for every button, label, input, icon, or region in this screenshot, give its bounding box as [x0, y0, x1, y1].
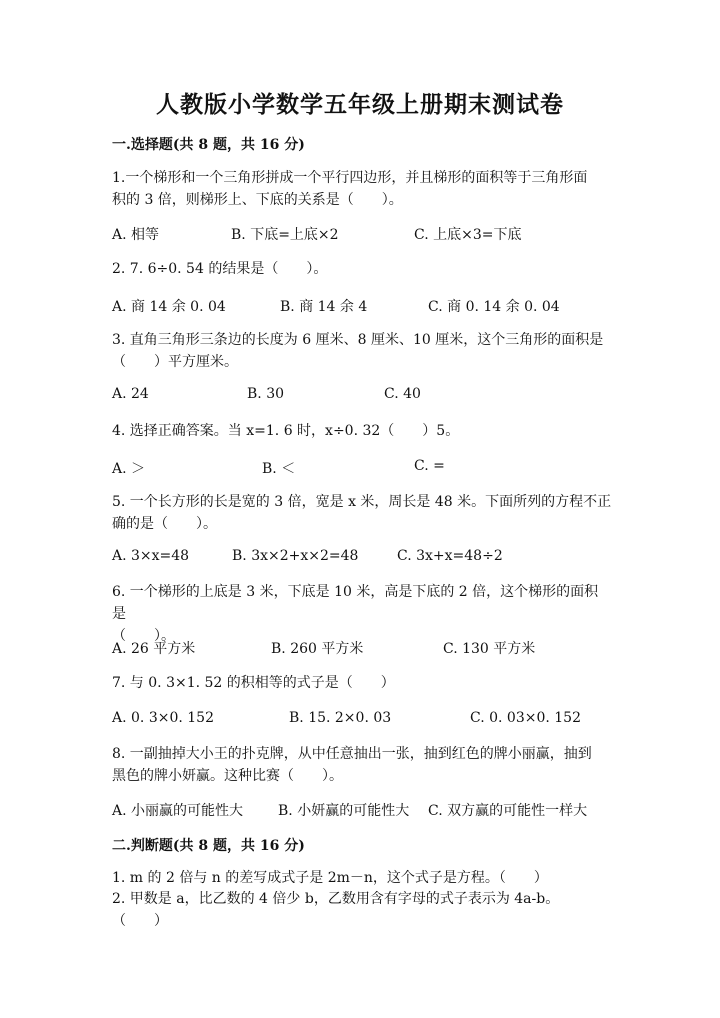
question-4-option-c: C. = — [414, 458, 445, 474]
question-8-option-b: B. 小妍赢的可能性大 — [278, 803, 410, 819]
question-4-line-1: 4. 选择正确答案。当 x=1. 6 时，x÷0. 32（ ）5。 — [112, 423, 460, 439]
question-5 — [112, 491, 612, 535]
question-7-line-1: 7. 与 0. 3×1. 52 的积相等的式子是（ ） — [112, 675, 395, 691]
question-8-option-a: A. 小丽赢的可能性大 — [112, 803, 244, 819]
question-1-line-1: 1.一个梯形和一个三角形拼成一个平行四边形，并且梯形的面积等于三角形面 — [112, 170, 588, 186]
judgment-question-1 — [112, 867, 612, 889]
question-6-line-2: （ ）。 — [112, 628, 175, 644]
question-1-option-a: A. 相等 — [112, 227, 160, 243]
judgment-question-1-line-1: 1. m 的 2 倍与 n 的差写成式子是 2m－n，这个式子是方程。（ ） — [112, 870, 548, 886]
question-8-line-2: 黑色的牌小妍赢。这种比赛（ ）。 — [112, 768, 343, 784]
section-heading-multiple-choice: 一.选择题(共 8 题，共 16 分) — [112, 137, 305, 153]
question-5-option-a: A. 3×x=48 — [112, 548, 190, 564]
question-5-line-2: 确的是（ ）。 — [112, 516, 217, 532]
question-8-option-c: C. 双方赢的可能性一样大 — [428, 803, 588, 819]
question-5-line-1: 5. 一个长方形的长是宽的 3 倍，宽是 x 米，周长是 48 米。下面所列的方程不正 — [112, 494, 612, 510]
question-2 — [112, 258, 612, 280]
judgment-question-2 — [112, 888, 612, 932]
judgment-question-2-line-2: （ ） — [112, 913, 168, 929]
question-2-option-a: A. 商 14 余 0. 04 — [112, 299, 226, 315]
question-2-option-b: B. 商 14 余 4 — [280, 299, 368, 315]
question-5-option-b: B. 3x×2+x×2=48 — [232, 548, 359, 564]
question-8 — [112, 743, 612, 787]
question-1 — [112, 167, 612, 211]
question-4-option-a: A. ＞ — [112, 461, 146, 477]
page-title: 人教版小学数学五年级上册期末测试卷 — [156, 91, 564, 118]
question-6-option-c: C. 130 平方米 — [443, 641, 536, 657]
question-3-option-b: B. 30 — [247, 386, 285, 402]
question-6-line-1: 6. 一个梯形的上底是 3 米，下底是 10 米，高是下底的 2 倍，这个梯形的面积是 — [112, 584, 599, 622]
question-7-option-b: B. 15. 2×0. 03 — [289, 710, 392, 726]
question-3-line-1: 3. 直角三角形三条边的长度为 6 厘米、8 厘米、10 厘米，这个三角形的面积是 — [112, 332, 604, 348]
question-2-option-c: C. 商 0. 14 余 0. 04 — [428, 299, 560, 315]
question-6-option-a: A. 26 平方米 — [112, 641, 196, 657]
question-3 — [112, 329, 612, 373]
question-6-option-b: B. 260 平方米 — [271, 641, 364, 657]
question-1-line-2: 积的 3 倍，则梯形上、下底的关系是（ ）。 — [112, 192, 403, 208]
question-3-option-a: A. 24 — [112, 386, 149, 402]
judgment-question-2-line-1: 2. 甲数是 a，比乙数的 4 倍少 b，乙数用含有字母的式子表示为 4a-b。 — [112, 891, 560, 907]
question-3-option-c: C. 40 — [384, 386, 421, 402]
question-4-option-b: B. ＜ — [262, 461, 296, 477]
question-1-option-b: B. 下底=上底×2 — [231, 227, 339, 243]
question-3-line-2: （ ）平方厘米。 — [112, 354, 238, 370]
section-heading-true-false: 二.判断题(共 8 题，共 16 分) — [112, 838, 305, 854]
question-8-line-1: 8. 一副抽掉大小王的扑克牌，从中任意抽出一张，抽到红色的牌小丽赢，抽到 — [112, 746, 592, 762]
question-4 — [112, 420, 612, 442]
question-7 — [112, 672, 612, 694]
question-1-option-c: C. 上底×3=下底 — [414, 227, 522, 243]
question-7-option-a: A. 0. 3×0. 152 — [112, 710, 214, 726]
question-5-option-c: C. 3x+x=48÷2 — [397, 548, 503, 564]
question-7-option-c: C. 0. 03×0. 152 — [470, 710, 581, 726]
question-2-line-1: 2. 7. 6÷0. 54 的结果是（ ）。 — [112, 261, 328, 277]
